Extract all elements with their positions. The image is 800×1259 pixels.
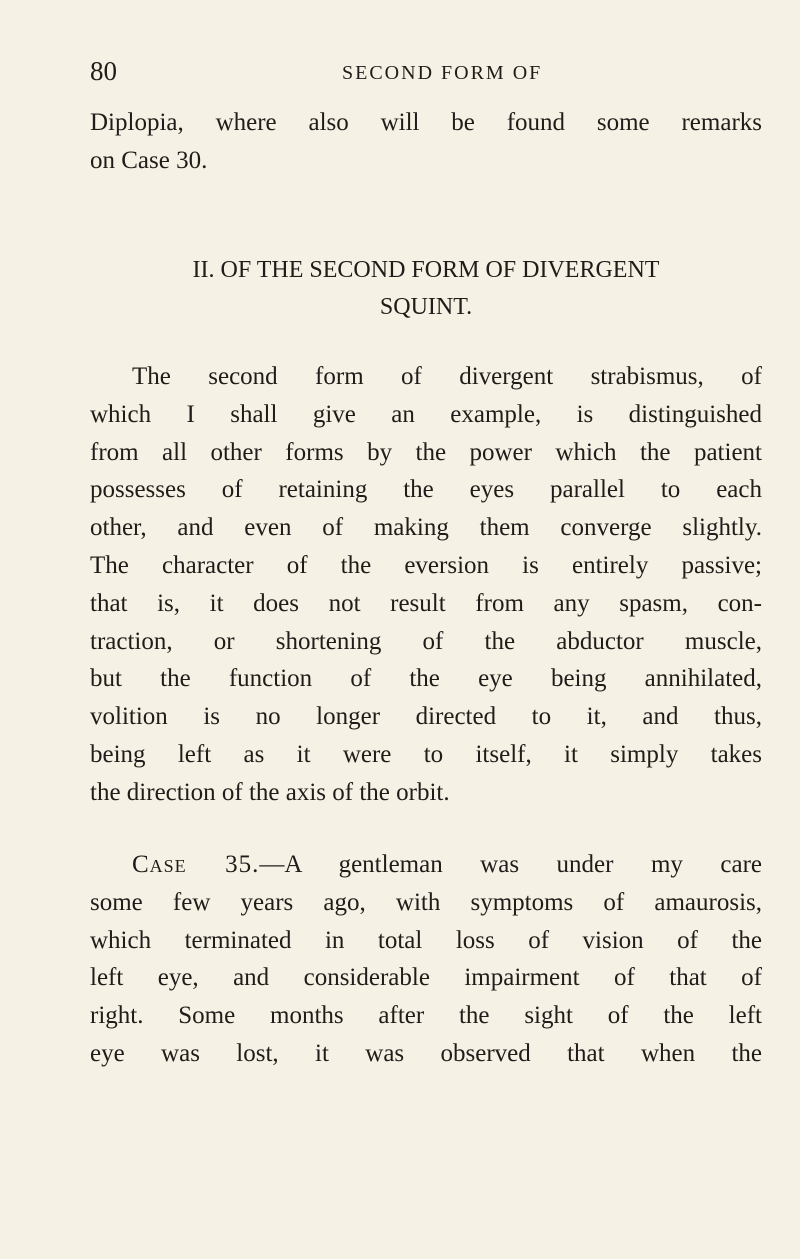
text-line: other, and even of making them converge slightly. [90,514,762,542]
case-intro-text: —A gentleman was under my care [259,851,762,878]
text-line: which I shall give an example, is distinguished [90,400,762,428]
text-line: The second form of divergent strabismus, of [132,363,762,390]
text-line: some few years ago, with symptoms of amaurosis, [90,888,762,916]
running-title: SECOND FORM OF [342,62,543,84]
text-line: Diplopia, where also will be found some remarks [90,109,762,136]
text-line: on Case 30. [90,146,208,174]
text-line: volition is no longer directed to it, and thus, [90,703,762,731]
paragraph-second-form [90,358,762,812]
text-line: left eye, and considerable impairment of that of [90,964,762,992]
text-line [90,846,762,884]
text-line: from all other forms by the power which the patient [90,438,762,466]
page-number: 80 [90,56,117,86]
text-line: eye was lost, it was observed that when the [90,1039,762,1067]
text-line: possesses of retaining the eyes parallel to each [90,476,762,504]
text-line: The character of the eversion is entirely passive; [90,551,762,579]
text-line: but the function of the eye being annihilated, [90,665,762,693]
paragraph-case-35 [90,846,762,1073]
text-line: which terminated in total loss of vision of the [90,926,762,954]
section-heading-line: II. OF THE SECOND FORM OF DIVERGENT [192,257,660,283]
intro-paragraph [90,104,762,180]
case-label: Case 35. [132,851,260,878]
text-line: right. Some months after the sight of the left [90,1002,762,1030]
running-header [90,56,710,92]
section-heading [90,252,762,326]
section-heading-line: SQUINT. [379,294,473,320]
text-line: the direction of the axis of the orbit. [90,778,450,806]
text-line: being left as it were to itself, it simply takes [90,740,762,768]
text-line: traction, or shortening of the abductor muscle, [90,627,762,655]
text-line: that is, it does not result from any spasm, con- [90,589,762,617]
